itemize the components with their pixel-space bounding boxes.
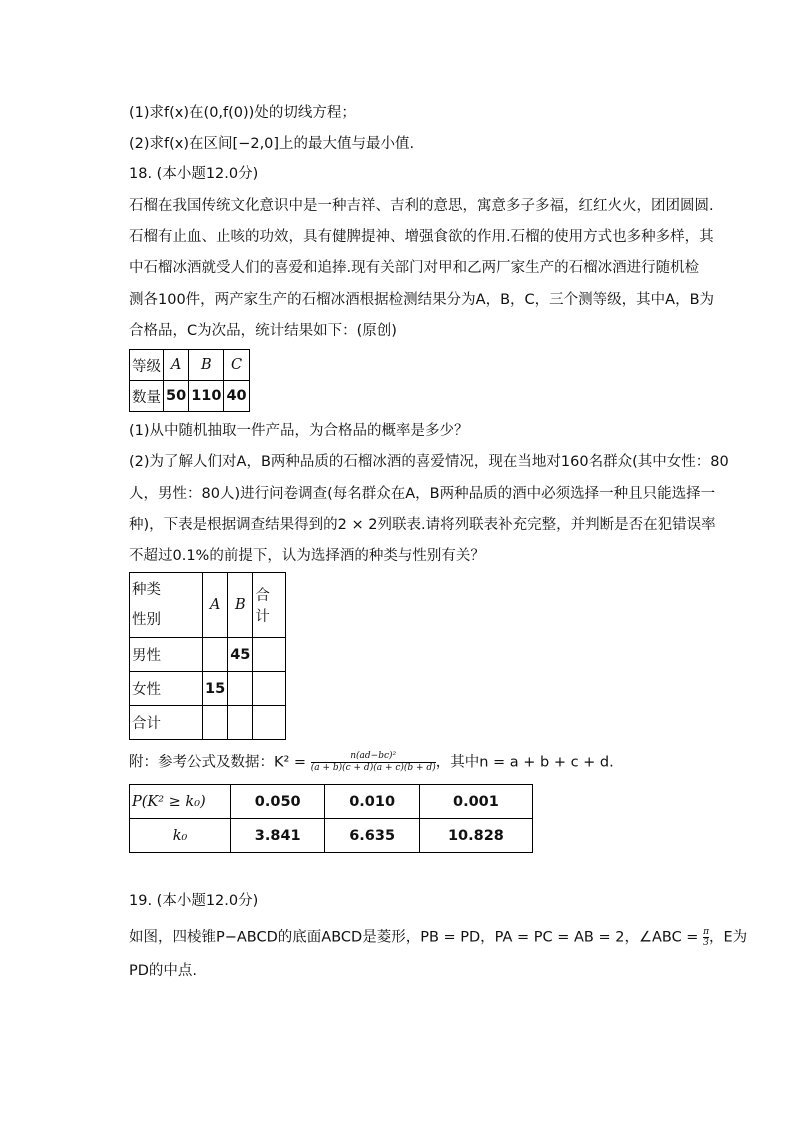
- table-cell: 10.828: [419, 819, 532, 853]
- column-header: B: [228, 573, 253, 638]
- corner-bottom-label: 性别: [132, 612, 161, 628]
- table-cell: [203, 638, 228, 672]
- q18-header: 18. (本小题12.0分): [129, 166, 259, 182]
- column-header: 合计: [253, 573, 286, 638]
- q17-part1: (1)求f(x)在(0,f(0))处的切线方程；: [129, 105, 356, 121]
- critical-value-table: [129, 784, 533, 853]
- table-row: [130, 706, 286, 740]
- table-cell: 50: [164, 381, 189, 412]
- row-label: 女性: [130, 672, 203, 706]
- table-row: [130, 785, 533, 819]
- table-row: [130, 573, 286, 638]
- row-label: 合计: [130, 706, 203, 740]
- q18-para-line: 石榴在我国传统文化意识中是一种吉祥、吉利的意思，寓意多子多福，红红火火，团团圆圆.: [129, 198, 714, 214]
- k-squared-fraction: [311, 751, 436, 774]
- q19-text: ，E为: [709, 929, 748, 946]
- table-cell: B: [189, 350, 224, 381]
- table-cell: C: [224, 350, 249, 381]
- formula-prefix: 附：参考公式及数据：K² =: [129, 754, 311, 771]
- table-cell: [253, 672, 286, 706]
- q18-part2-line: (2)为了解人们对A，B两种品质的石榴冰酒的喜爱情况，现在当地对160名群众(其中女性：80: [129, 454, 729, 470]
- table-cell: 0.001: [419, 785, 532, 819]
- column-header: A: [203, 573, 228, 638]
- fraction-numerator: π: [703, 927, 709, 937]
- q18-para-line: 测各100件，两产家生产的石榴冰酒根据检测结果分为A，B，C，三个测等级，其中A，B为: [129, 292, 715, 308]
- table-cell: [253, 638, 286, 672]
- table-cell: 0.010: [325, 785, 419, 819]
- table-cell: [228, 672, 253, 706]
- grade-count-table: [129, 349, 250, 412]
- formula-suffix: ，其中n = a + b + c + d.: [435, 754, 614, 771]
- table-cell: 等级: [130, 350, 164, 381]
- q18-part2-line: 不超过0.1%的前提下，认为选择酒的种类与性别有关？: [129, 548, 485, 564]
- formula-line: [129, 751, 614, 774]
- table-cell: 0.050: [231, 785, 325, 819]
- contingency-table: [129, 572, 286, 740]
- q17-part2: (2)求f(x)在区间[−2,0]上的最大值与最小值.: [129, 136, 415, 152]
- q18-part2-line: 人，男性：80人)进行问卷调查(每名群众在A，B两种品质的酒中必须选择一种且只能选择一: [129, 486, 716, 502]
- table-row: [130, 350, 250, 381]
- table-cell: 45: [228, 638, 253, 672]
- table-cell: 6.635: [325, 819, 419, 853]
- table-cell: [203, 706, 228, 740]
- row-label: k₀: [130, 819, 231, 853]
- corner-top-label: 种类: [132, 582, 161, 598]
- row-label: 男性: [130, 638, 203, 672]
- fraction-denominator: (a + b)(c + d)(a + c)(b + d): [310, 763, 436, 773]
- table-cell: 3.841: [231, 819, 325, 853]
- fraction-numerator: n(ad−bc)²: [311, 751, 436, 763]
- q18-para-line: 中石榴冰酒就受人们的喜爱和追捧.现有关部门对甲和乙两厂家生产的石榴冰酒进行随机检: [129, 260, 700, 276]
- table-cell: 40: [224, 381, 249, 412]
- row-label: P(K² ≥ k₀): [130, 785, 231, 819]
- table-cell: 15: [203, 672, 228, 706]
- q19-header: 19. (本小题12.0分): [129, 893, 259, 909]
- q19-text: 如图，四棱锥P−ABCD的底面ABCD是菱形，PB = PD，PA = PC = AB = 2，∠ABC =: [129, 929, 704, 946]
- table-cell: 110: [189, 381, 224, 412]
- table-cell: A: [164, 350, 189, 381]
- table-cell: [228, 706, 253, 740]
- q18-para-line: 石榴有止血、止咳的功效，具有健脾提神、增强食欲的作用.石榴的使用方式也多种多样，其: [129, 229, 714, 245]
- q18-para-line: 合格品，C为次品，统计结果如下：(原创): [129, 323, 397, 339]
- corner-header: [130, 573, 203, 638]
- fraction-denominator: 3: [703, 938, 709, 948]
- table-row: [130, 819, 533, 853]
- q19-line: [129, 927, 747, 948]
- table-cell: [253, 706, 286, 740]
- table-row: [130, 381, 250, 412]
- q19-line2: PD的中点.: [129, 963, 198, 979]
- q18-part2-line: 种)，下表是根据调查结果得到的2 × 2列联表.请将列联表补充完整，并判断是否在犯错误率: [129, 517, 716, 533]
- table-cell: 数量: [130, 381, 164, 412]
- table-row: [130, 672, 286, 706]
- q18-part1: (1)从中随机抽取一件产品，为合格品的概率是多少？: [129, 423, 469, 439]
- table-row: [130, 638, 286, 672]
